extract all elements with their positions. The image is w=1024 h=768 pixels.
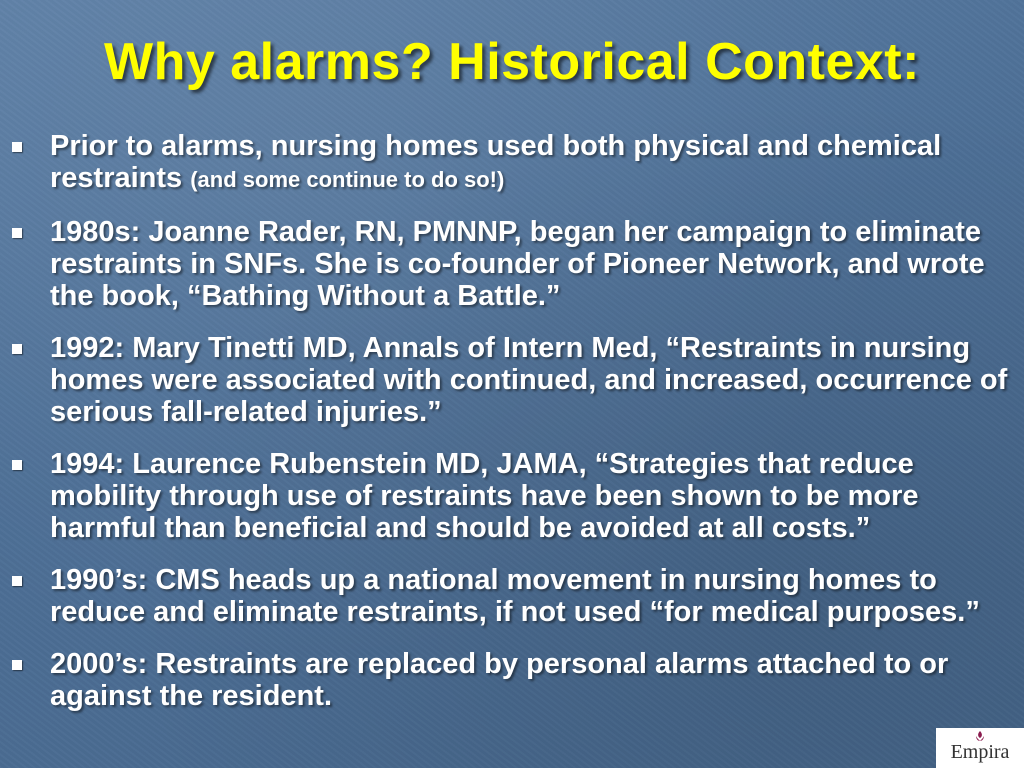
logo-text: Empira <box>950 740 1010 763</box>
slide-title: Why alarms? Historical Context: <box>104 33 920 91</box>
bullet-item <box>0 648 1024 712</box>
square-bullet-icon <box>12 660 22 670</box>
bullet-item <box>0 130 1024 196</box>
bullet-text: 2000’s: Restraints are replaced by personal alarms attached to or against the resident. <box>50 648 949 712</box>
bullet-item <box>0 216 1024 312</box>
bullet-item <box>0 332 1024 428</box>
bullet-note: (and some continue to do so!) <box>190 167 505 192</box>
square-bullet-icon <box>12 460 22 470</box>
bullet-text: 1980s: Joanne Rader, RN, PMNNP, began her campaign to eliminate restraints in SNFs. She is co-founder of Pioneer Network, and wrote the book, “Bathing Without a Battle.” <box>50 216 985 312</box>
bullet-text: 1992: Mary Tinetti MD, Annals of Intern Med, “Restraints in nursing homes were associated with continued, and increased, occurrence of serious fall-related injuries.” <box>50 332 1008 428</box>
square-bullet-icon <box>12 142 22 152</box>
empira-logo <box>936 728 1024 768</box>
bullet-item <box>0 448 1024 544</box>
bullet-text: Prior to alarms, nursing homes used both physical and chemical restraints <box>50 130 942 194</box>
bullet-text: 1994: Laurence Rubenstein MD, JAMA, “Strategies that reduce mobility through use of restraints have been shown to be more harmful than beneficial and should be avoided at all costs.” <box>50 448 919 544</box>
square-bullet-icon <box>12 576 22 586</box>
square-bullet-icon <box>12 228 22 238</box>
bullet-text: 1990’s: CMS heads up a national movement in nursing homes to reduce and eliminate restraints, if not used “for medical purposes.” <box>50 564 980 628</box>
bullet-list <box>0 130 1024 732</box>
square-bullet-icon <box>12 344 22 354</box>
bullet-item <box>0 564 1024 628</box>
